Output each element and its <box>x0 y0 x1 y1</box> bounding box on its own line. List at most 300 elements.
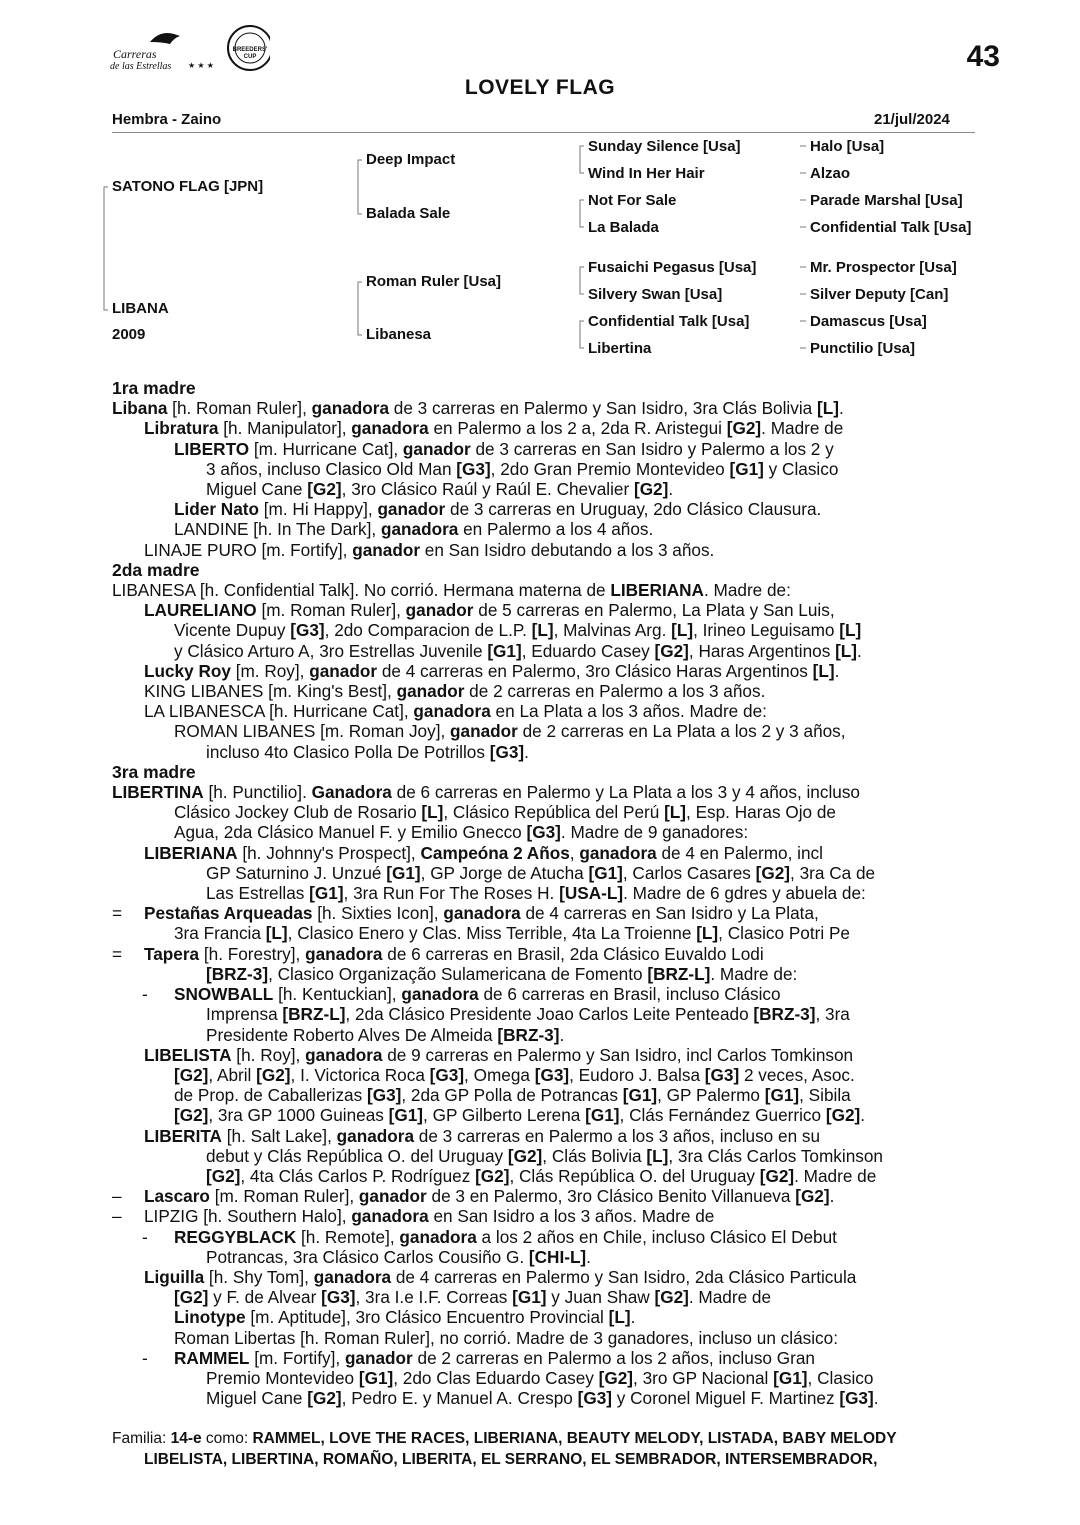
bold-run: [L] <box>816 398 839 419</box>
familia-list-2: LIBELISTA, LIBERTINA, ROMAÑO, LIBERITA, EL SERRANO, EL SEMBRADOR, INTERSEMBRADOR, <box>144 1451 878 1468</box>
bold-run: [L] <box>696 923 719 944</box>
record-line <box>112 964 1002 984</box>
text-run: [h. Johnny's Prospect], <box>237 842 421 863</box>
bold-run: ganadora <box>413 701 491 722</box>
text-run: , Eudoro J. Balsa <box>569 1064 705 1085</box>
bold-run: ganador <box>344 1347 413 1368</box>
text-run: , GP Palermo <box>657 1085 765 1106</box>
record-line <box>112 1025 1002 1045</box>
text-run: a los 2 años en Chile, incluso Clásico El Debut <box>476 1226 837 1247</box>
bold-run: LIBERTO <box>174 438 250 459</box>
text-run: KING LIBANES [m. King's Best], <box>144 681 397 702</box>
bold-run: [USA-L] <box>559 883 624 904</box>
text-run: de 6 carreras en Brasil, incluso Clásico <box>478 984 781 1005</box>
text-run: . Madre de <box>794 1165 877 1186</box>
record-line <box>112 1307 1002 1327</box>
list-marker: – <box>112 1206 122 1227</box>
bold-run: [CHI-L] <box>528 1246 587 1267</box>
bold-run: LIBELISTA <box>144 1044 232 1065</box>
familia-footer <box>112 1428 1012 1470</box>
page-number: 43 <box>966 40 1000 73</box>
text-run: , Carlos Casares <box>622 862 756 883</box>
bold-run: ganador <box>396 681 465 702</box>
list-marker: - <box>142 1226 148 1247</box>
list-marker: = <box>112 903 123 924</box>
bold-run: [G2] <box>654 640 689 661</box>
text-run: . Madre de: <box>703 580 791 601</box>
text-run: , I. Victorica Roca <box>290 1064 430 1085</box>
bold-run: [G2] <box>598 1367 634 1388</box>
bold-run: [L] <box>421 802 444 823</box>
text-run: [h. Roman Ruler], <box>167 398 312 419</box>
text-run: , <box>569 842 580 863</box>
svg-text:CUP: CUP <box>243 54 257 60</box>
text-run: Vicente Dupuy <box>174 620 291 641</box>
text-run: , Clasico <box>807 1367 874 1388</box>
dam-dam-name: Libanesa <box>366 326 432 343</box>
text-run: . <box>586 1246 591 1267</box>
text-run: . Madre de <box>688 1287 772 1308</box>
text-run: , Sibila <box>799 1085 851 1106</box>
text-run: , 2da Clásico Presidente Joao Carlos Leite Penteado <box>345 1004 754 1025</box>
text-run: Agua, 2da Clásico Manuel F. y Emilio Gnecco <box>174 822 527 843</box>
bold-run: [G2] <box>654 1287 689 1308</box>
text-run: , 2da GP Polla de Potrancas <box>401 1085 623 1106</box>
svg-text:Carreras: Carreras <box>113 47 157 61</box>
record-line <box>112 681 1002 701</box>
text-run: de 3 carreras en Palermo a los 3 años, incluso en su <box>414 1125 821 1146</box>
svg-text:★ ★ ★: ★ ★ ★ <box>188 61 214 70</box>
text-run: de 5 carreras en Palermo, La Plata y San Luis, <box>473 600 835 621</box>
text-run: en San Isidro debutando a los 3 años. <box>420 539 715 560</box>
text-run: y Clásico Arturo A, 3ro Estrellas Juvenile <box>174 640 488 661</box>
text-run: de 3 en Palermo, 3ro Clásico Benito Villanueva <box>426 1186 796 1207</box>
text-run: de 4 carreras en Palermo y San Isidro, 2da Clásico Particula <box>391 1266 857 1287</box>
record-line <box>112 418 1002 438</box>
text-run: [m. Hurricane Cat], <box>249 438 403 459</box>
header-divider <box>112 132 975 133</box>
bold-run: ganadora <box>351 418 429 439</box>
text-run: [m. Roman Ruler], <box>209 1186 359 1207</box>
record-line <box>112 843 1002 863</box>
record-line <box>112 641 1002 661</box>
text-run: , 3ra Clás Carlos Tomkinson <box>668 1145 883 1166</box>
text-run: y F. de Alvear <box>208 1287 322 1308</box>
record-line <box>112 1388 1002 1408</box>
bold-run: [G2] <box>307 1388 342 1409</box>
record-line <box>112 1186 1002 1206</box>
text-run: , Abril <box>208 1064 257 1085</box>
text-run: , Irineo Leguisamo <box>693 620 840 641</box>
sex-coat-label: Hembra - Zaino <box>112 111 222 128</box>
record-line <box>112 1206 1002 1226</box>
text-run: LANDINE [h. In The Dark], <box>174 519 381 540</box>
bold-run: Tapera <box>144 943 200 964</box>
bold-run: ganadora <box>443 903 521 924</box>
bold-run: [L] <box>531 620 554 641</box>
text-run: . <box>834 660 840 681</box>
record-line <box>112 1368 1002 1388</box>
text-run: Miguel Cane <box>206 1388 308 1409</box>
text-run: y Coronel Miguel F. Martinez <box>612 1388 840 1409</box>
text-run: . Madre de <box>761 418 844 439</box>
bold-run: Lascaro <box>144 1186 210 1207</box>
familia-como: como: <box>201 1430 253 1447</box>
record-line <box>112 944 1002 964</box>
text-run: en Palermo a los 4 años. <box>458 519 654 540</box>
carreras-logo <box>110 20 270 80</box>
text-run: . <box>838 398 844 419</box>
bold-run: [G3] <box>839 1388 874 1409</box>
gen3-name: Silvery Swan [Usa] <box>588 286 723 303</box>
bold-run: [G1] <box>585 1105 620 1126</box>
bold-run: [L] <box>835 640 858 661</box>
text-run: [h. Kentuckian], <box>273 984 402 1005</box>
text-run: . <box>559 1024 565 1045</box>
bold-run: LIBERTINA <box>112 782 204 803</box>
text-run: . <box>873 1388 879 1409</box>
bold-run: [G1] <box>764 1085 800 1106</box>
text-run: en La Plata a los 3 años. Madre de: <box>490 701 767 722</box>
bold-run: [G2] <box>633 479 669 500</box>
bold-run: [BRZ-3] <box>753 1004 816 1025</box>
text-run: , 2do Gran Premio Montevideo <box>490 458 730 479</box>
text-run: , 3ro GP Nacional <box>633 1367 774 1388</box>
text-run: Potrancas, 3ra Clásico Carlos Cousiño G. <box>206 1246 529 1267</box>
bold-run: [G3] <box>290 620 325 641</box>
bold-run: [G1] <box>729 458 764 479</box>
bold-run: Libana <box>112 398 168 419</box>
record-line <box>112 701 1002 721</box>
bold-run: [G2] <box>726 418 762 439</box>
bold-run: ganador <box>352 539 421 560</box>
list-marker: = <box>112 943 123 964</box>
bold-run: ganadora <box>579 842 657 863</box>
text-run: , Malvinas Arg. <box>553 620 672 641</box>
bold-run: [G1] <box>388 1105 424 1126</box>
text-run: , Clasico Potri Pe <box>718 923 850 944</box>
text-run: , 3ra I.e I.F. Correas <box>355 1287 513 1308</box>
text-run: y Juan Shaw <box>546 1287 655 1308</box>
section-heading: 1ra madre <box>112 378 196 398</box>
bold-run: [G2] <box>795 1186 830 1207</box>
text-run: , Esp. Haras Ojo de <box>686 802 836 823</box>
text-run: [h. Forestry], <box>199 943 306 964</box>
record-line <box>112 721 1002 741</box>
bold-run: REGGYBLACK <box>174 1226 297 1247</box>
horse-name-title: LOVELY FLAG <box>464 76 616 99</box>
text-run: . Madre de 9 ganadores: <box>560 822 749 843</box>
text-run: LA LIBANESCA [h. Hurricane Cat], <box>144 701 414 722</box>
text-run: Presidente Roberto Alves De Almeida <box>206 1024 498 1045</box>
bold-run: [G3] <box>429 1064 465 1085</box>
text-run: de 3 carreras en Palermo y San Isidro, 3ra Clás Bolivia <box>389 398 817 419</box>
record-line <box>112 459 1002 479</box>
bold-run: [G1] <box>773 1367 808 1388</box>
text-run: , 3ro Clásico Raúl y Raúl E. Chevalier <box>341 479 634 500</box>
bold-run: [G3] <box>321 1287 356 1308</box>
record-line <box>112 439 1002 459</box>
bold-run: [G3] <box>367 1085 402 1106</box>
bold-run: Linotype <box>174 1307 246 1328</box>
record-line <box>112 1267 1002 1287</box>
text-run: [h. Remote], <box>296 1226 400 1247</box>
text-run: y Clasico <box>763 458 839 479</box>
bold-run: [BRZ-3] <box>206 963 269 984</box>
bold-run: ganador <box>402 438 471 459</box>
record-line <box>112 1287 1002 1307</box>
bold-run: [G3] <box>456 458 491 479</box>
text-run: GP Saturnino J. Unzué <box>206 862 387 883</box>
text-run: , Haras Argentinos <box>688 640 836 661</box>
bold-run: ganadora <box>313 1266 392 1287</box>
bold-run: ganadora <box>311 398 390 419</box>
bold-run: [G1] <box>487 640 522 661</box>
record-line <box>112 1045 1002 1065</box>
bold-run: [G2] <box>174 1287 209 1308</box>
section-heading: 2da madre <box>112 559 200 580</box>
bold-run: [BRZ-L] <box>647 963 711 984</box>
bold-run: [G1] <box>588 862 623 883</box>
bold-run: [G2] <box>174 1064 209 1085</box>
record-line <box>112 398 1002 418</box>
text-run: . <box>829 1186 835 1207</box>
record-line <box>112 519 1002 539</box>
gen4-name: Mr. Prospector [Usa] <box>810 259 957 276</box>
sire-sire-name: Deep Impact <box>366 151 456 168</box>
bold-run: [G2] <box>206 1165 241 1186</box>
dam-year: 2009 <box>112 326 146 343</box>
record-line <box>112 1105 1002 1125</box>
bold-run: ganadora <box>380 519 459 540</box>
text-run: de 9 carreras en Palermo y San Isidro, incl Carlos Tomkinson <box>382 1044 854 1065</box>
record-line <box>112 782 1002 802</box>
text-run: de 6 carreras en Brasil, 2da Clásico Euvaldo Lodi <box>382 943 764 964</box>
familia-label: Familia: <box>112 1430 171 1447</box>
text-run: [h. Shy Tom], <box>204 1266 314 1287</box>
bold-run: ganador <box>309 660 378 681</box>
bold-run: SNOWBALL <box>174 984 274 1005</box>
gen4-name: Alzao <box>810 165 851 182</box>
sire-dam-name: Balada Sale <box>366 205 451 222</box>
bold-run: ganador <box>405 600 474 621</box>
bold-run: [BRZ-L] <box>282 1004 346 1025</box>
record-line <box>112 1247 1002 1267</box>
bold-run: [L] <box>839 620 862 641</box>
dam-sire-name: Roman Ruler [Usa] <box>366 273 502 290</box>
record-line <box>112 984 1002 1004</box>
text-run: de 6 carreras en Palermo y La Plata a los 3 y 4 años, incluso <box>391 782 860 803</box>
bold-run: ganadora <box>401 984 479 1005</box>
bold-run: LIBERIANA <box>144 842 238 863</box>
bold-run: [G2] <box>475 1165 510 1186</box>
text-run: Clásico Jockey Club de Rosario <box>174 802 422 823</box>
gen4-name: Damascus [Usa] <box>810 313 927 330</box>
text-run: , Clasico Enero y Clas. Miss Terrible, 4ta La Troienne <box>287 923 697 944</box>
svg-text:de las Estrellas: de las Estrellas <box>110 61 172 72</box>
bold-run: [L] <box>608 1307 631 1328</box>
text-run: de 3 carreras en San Isidro y Palermo a los 2 y <box>470 438 834 459</box>
bold-run: Liguilla <box>144 1266 205 1287</box>
bold-run: [L] <box>812 660 835 681</box>
bold-run: [L] <box>671 620 694 641</box>
gen4-name: Silver Deputy [Can] <box>810 286 949 303</box>
text-run: [m. Hi Happy], <box>259 499 378 520</box>
text-run: , 2do Clas Eduardo Casey <box>393 1367 599 1388</box>
text-run: de 2 carreras en Palermo a los 2 años, incluso Gran <box>412 1347 815 1368</box>
text-run: , Clás Fernández Guerrico <box>619 1105 826 1126</box>
text-run: , 4ta Clás Carlos P. Rodríguez <box>240 1165 476 1186</box>
list-marker: - <box>142 984 148 1005</box>
bold-run: Campeóna 2 Años <box>420 842 570 863</box>
text-run: de 2 carreras en Palermo a los 3 años. <box>464 681 766 702</box>
bold-run: [G3] <box>704 1064 740 1085</box>
text-run: Miguel Cane <box>206 479 308 500</box>
bold-run: ganadora <box>305 943 383 964</box>
text-run: , Clasico Organização Sulamericana de Fomento <box>268 963 648 984</box>
text-run: incluso 4to Clasico Polla De Potrillos <box>206 741 490 762</box>
text-run: de 4 en Palermo, incl <box>656 842 823 863</box>
bold-run: Ganadora <box>311 782 392 803</box>
bold-run: [G1] <box>309 883 344 904</box>
bold-run: [G2] <box>307 479 342 500</box>
bold-run: [G1] <box>386 862 421 883</box>
bold-run: [G2] <box>507 1145 543 1166</box>
text-run: , 3ra <box>815 1004 850 1025</box>
record-line <box>112 1146 1002 1166</box>
bold-run: ganadora <box>336 1125 415 1146</box>
record-line <box>112 661 1002 681</box>
record-line <box>112 499 1002 519</box>
text-run: LINAJE PURO [m. Fortify], <box>144 539 353 560</box>
list-marker: - <box>142 1347 148 1368</box>
text-run: , 3ra GP 1000 Guineas <box>208 1105 389 1126</box>
text-run: . <box>630 1307 636 1328</box>
text-run: de 4 carreras en Palermo, 3ro Clásico Haras Argentinos <box>377 660 813 681</box>
text-run: , Clás República O. del Uruguay <box>509 1165 760 1186</box>
record-line <box>112 620 1002 640</box>
bold-run: LIBERIANA <box>610 580 704 601</box>
text-run: 2 veces, Asoc. <box>739 1064 855 1085</box>
record-line <box>112 1126 1002 1146</box>
section-heading: 3ra madre <box>112 761 196 782</box>
gen4-name: Halo [Usa] <box>810 138 885 155</box>
text-run: de 2 carreras en La Plata a los 2 y 3 años, <box>517 721 846 742</box>
bold-run: [G2] <box>256 1064 291 1085</box>
bold-run: [G2] <box>755 862 791 883</box>
record-line <box>112 742 1002 762</box>
record-line <box>112 1004 1002 1024</box>
record-line <box>112 802 1002 822</box>
svg-text:BREEDERS': BREEDERS' <box>232 47 268 53</box>
familia-list-1: RAMMEL, LOVE THE RACES, LIBERIANA, BEAUTY MELODY, LISTADA, BABY MELODY <box>252 1430 897 1447</box>
text-run: Las Estrellas <box>206 883 310 904</box>
text-run: , Clásico República del Perú <box>443 802 665 823</box>
text-run: , 3ra Ca de <box>790 862 876 883</box>
text-run: [h. Roy], <box>231 1044 306 1065</box>
text-run: , 3ra Run For The Roses H. <box>343 883 560 904</box>
bold-run: Libratura <box>144 418 219 439</box>
dam-name: LIBANA <box>112 300 169 317</box>
gen4-name: Parade Marshal [Usa] <box>810 192 963 209</box>
bold-run: [L] <box>646 1145 669 1166</box>
text-run: [h. Salt Lake], <box>221 1125 337 1146</box>
record-line <box>112 540 1002 560</box>
sire-name: SATONO FLAG [JPN] <box>112 178 264 195</box>
text-run: LIPZIG [h. Southern Halo], <box>144 1206 352 1227</box>
bold-run: [BRZ-3] <box>497 1024 560 1045</box>
bold-run: [G3] <box>526 822 561 843</box>
family-record <box>112 378 1002 1408</box>
text-run: [m. Fortify], <box>249 1347 345 1368</box>
text-run: Premio Montevideo <box>206 1367 359 1388</box>
list-marker: – <box>112 1186 122 1207</box>
bold-run: ganadora <box>305 1044 383 1065</box>
text-run: Roman Libertas [h. Roman Ruler], no corrió. Madre de 3 ganadores, incluso un clásico: <box>174 1327 838 1348</box>
bold-run: ganadora <box>351 1206 429 1227</box>
gen3-name: Fusaichi Pegasus [Usa] <box>588 259 757 276</box>
bold-run: LIBERITA <box>144 1125 222 1146</box>
familia-number: 14-e <box>170 1430 202 1447</box>
bold-run: [L] <box>265 923 288 944</box>
gen3-name: Sunday Silence [Usa] <box>588 138 741 155</box>
text-run: , GP Gilberto Lerena <box>423 1105 586 1126</box>
bold-run: [G1] <box>622 1085 658 1106</box>
text-run: de Prop. de Caballerizas <box>174 1085 367 1106</box>
text-run: [h. Manipulator], <box>218 418 352 439</box>
bold-run: Pestañas Arqueadas <box>144 903 313 924</box>
bold-run: [G3] <box>489 741 525 762</box>
bold-run: [G2] <box>174 1105 209 1126</box>
record-line <box>112 1348 1002 1368</box>
date-label: 21/jul/2024 <box>874 111 950 128</box>
record-line <box>112 1227 1002 1247</box>
gen3-name: Not For Sale <box>588 192 677 209</box>
text-run: . Madre de 6 gdres y abuela de: <box>623 883 866 904</box>
text-run: . <box>857 640 862 661</box>
record-line <box>112 1085 1002 1105</box>
text-run: [m. Roman Ruler], <box>256 600 406 621</box>
text-run: . <box>524 741 529 762</box>
bold-run: [L] <box>664 802 687 823</box>
bold-run: Lucky Roy <box>144 660 231 681</box>
text-run: [m. Aptitude], 3ro Clásico Encuentro Provincial <box>245 1307 609 1328</box>
gen4-name: Confidential Talk [Usa] <box>810 219 972 236</box>
gen3-name: La Balada <box>588 219 659 236</box>
text-run: [h. Punctilio]. <box>203 782 312 803</box>
record-line <box>112 479 1002 499</box>
bold-run: ganador <box>450 721 518 742</box>
text-run: LIBANESA [h. Confidential Talk]. No corrió. Hermana materna de <box>112 580 611 601</box>
text-run: 3 años, incluso Clasico Old Man <box>206 458 457 479</box>
text-run: Imprensa <box>206 1004 283 1025</box>
record-line <box>112 1328 1002 1348</box>
bold-run: RAMMEL <box>174 1347 250 1368</box>
text-run: . <box>668 479 674 500</box>
bold-run: [G2] <box>825 1105 861 1126</box>
gen3-name: Wind In Her Hair <box>588 165 705 182</box>
text-run: ROMAN LIBANES [m. Roman Joy], <box>174 721 451 742</box>
record-line <box>112 1166 1002 1186</box>
record-line <box>112 1065 1002 1085</box>
text-run: , GP Jorge de Atucha <box>420 862 589 883</box>
record-line <box>112 600 1002 620</box>
text-run: de 3 carreras en Uruguay, 2do Clásico Clausura. <box>445 499 822 520</box>
record-line <box>112 863 1002 883</box>
record-line <box>112 822 1002 842</box>
record-line <box>112 923 1002 943</box>
bold-run: ganador <box>377 499 446 520</box>
